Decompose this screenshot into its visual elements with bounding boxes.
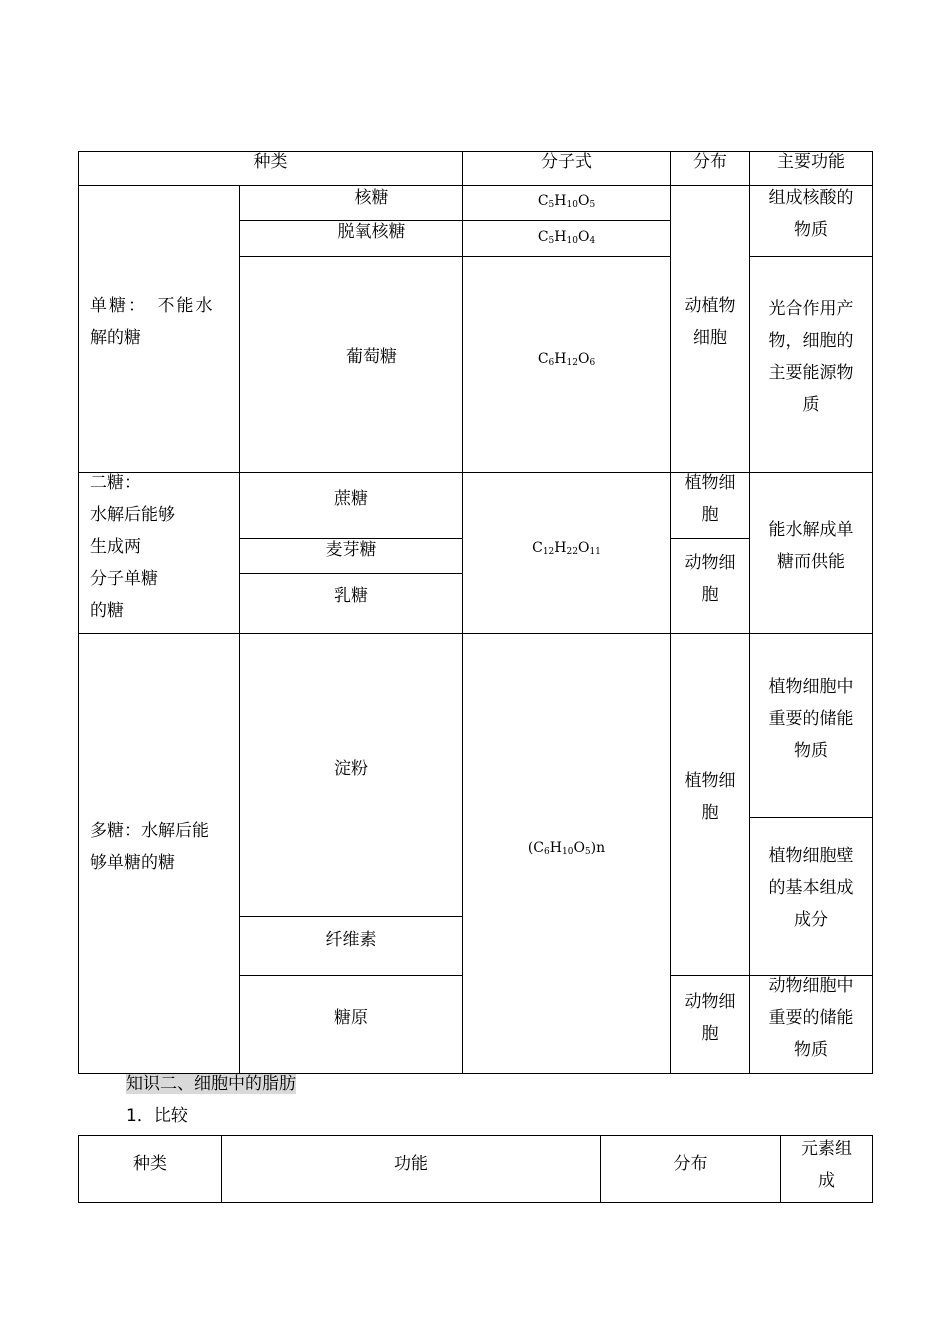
glucose-formula: $C_6H_{12}O_6$ <box>537 351 596 368</box>
glycogen-function: 动物细胞中 重要的储能 物质 <box>768 976 854 1060</box>
mono-function-2: 光合作用产 物，细胞的 主要能源物 质 <box>768 299 854 415</box>
header-type: 种类 <box>253 152 288 172</box>
lactose-name: 乳糖 <box>334 586 368 606</box>
cellulose-function: 植物细胞壁 的基本组成 成分 <box>768 846 854 930</box>
glycogen-name: 糖原 <box>334 1008 368 1028</box>
section-title: 知识二、细胞中的脂肪 <box>126 1074 296 1094</box>
cellulose-name: 纤维素 <box>325 930 377 950</box>
deoxyribose-formula: $C_5H_{10}O_4$ <box>537 229 596 246</box>
deoxyribose-name: 脱氧核糖 <box>337 222 406 242</box>
starch-function: 植物细胞中 重要的储能 物质 <box>768 677 854 761</box>
di-formula: $C_{12}H_{22}O_{11}$ <box>532 540 601 557</box>
sucrose-name: 蔗糖 <box>334 489 368 509</box>
di-function: 能水解成单 糖而供能 <box>768 520 854 572</box>
di-distribution-plant: 植物细 胞 <box>684 473 736 525</box>
di-label: 二糖： 水解后能够 生成两 分子单糖 的糖 <box>90 473 175 621</box>
poly-distribution-animal: 动物细 胞 <box>684 992 736 1044</box>
t2-header-distribution: 分布 <box>673 1154 708 1174</box>
mono-label: 单糖： 不能水 解的糖 <box>90 296 215 348</box>
poly-formula: $(C_6H_{10}O_5)n$ <box>527 840 606 857</box>
starch-name: 淀粉 <box>334 759 368 779</box>
mono-distribution: 动植物 细胞 <box>684 296 736 348</box>
glucose-name: 葡萄糖 <box>346 347 397 367</box>
t2-header-type: 种类 <box>133 1154 167 1174</box>
maltose-name: 麦芽糖 <box>325 540 377 560</box>
t2-header-function: 功能 <box>394 1154 428 1174</box>
t2-header-elements: 元素组 成 <box>801 1139 852 1191</box>
header-function: 主要功能 <box>777 152 845 172</box>
ribose-formula: $C_5H_{10}O_5$ <box>537 193 596 210</box>
mono-function-1: 组成核酸的 物质 <box>768 188 854 240</box>
header-formula: 分子式 <box>541 152 592 172</box>
ribose-name: 核糖 <box>354 188 389 208</box>
section-subtitle: 1．比较 <box>126 1106 188 1126</box>
di-distribution-animal: 动物细 胞 <box>684 553 736 605</box>
poly-label: 多糖：水解后能 够单糖的糖 <box>90 821 209 873</box>
header-distribution: 分布 <box>693 152 727 172</box>
poly-distribution-plant: 植物细 胞 <box>684 771 736 823</box>
